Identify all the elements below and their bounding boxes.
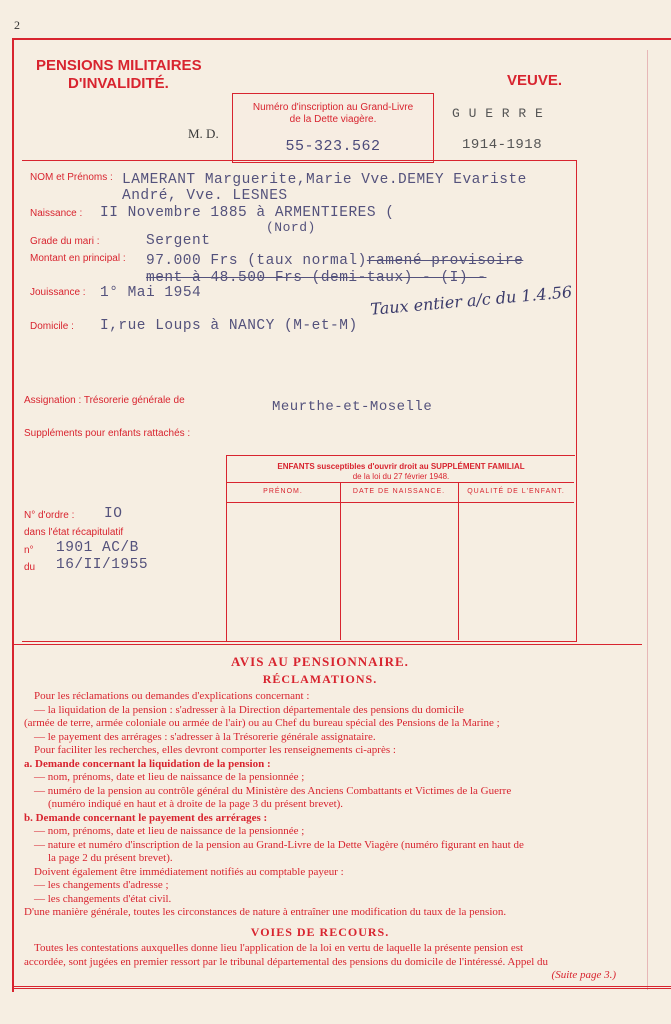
name-value-2: André, Vve. LESNES (122, 188, 288, 204)
birth-label: Naissance : (30, 208, 83, 219)
war-years: 1914-1918 (462, 137, 543, 153)
children-col-divider-2 (458, 482, 459, 640)
avis-line: la page 2 du présent brevet). (48, 852, 173, 864)
recours-line-2: accordée, sont jugées en premier ressort par le tribunal départemental des pensions du domicile de l'intéressé. Appel du (24, 955, 549, 968)
supplements-label: Suppléments pour enfants rattachés : (24, 428, 191, 439)
amount-value: 97.000 Frs (taux normal) (146, 253, 367, 269)
assignment-value: Meurthe-et-Moselle (272, 399, 433, 415)
md-label: M. D. (188, 126, 219, 141)
avis-title: AVIS AU PENSIONNAIRE. (231, 654, 409, 669)
grade-label: Grade du mari : (30, 236, 100, 247)
avis-line: b. Demande concernant le payement des arrérages : (24, 811, 268, 824)
children-table-title-1: ENFANTS susceptibles d'ouvrir droit au SUPPLÉMENT FAMILIAL (277, 462, 525, 471)
document-title (36, 57, 202, 93)
order-label: N° d'ordre : (24, 510, 75, 521)
domicile-value: I,rue Loups à NANCY (M-et-M) (100, 318, 358, 334)
avis-line: — le payement des arrérages : s'adresser à la Trésorerie générale assignataire. (34, 730, 376, 743)
avis-line: (armée de terre, armée coloniale ou armée de l'air) ou au Chef du bureau spécial des Pensions de la Marine ; (24, 717, 500, 729)
title-line-2: D'INVALIDITÉ. (68, 75, 169, 92)
order-value: IO (104, 506, 123, 522)
avis-top-rule (12, 644, 642, 645)
guerre-label: G U E R R E (452, 106, 544, 121)
n-label: n° (24, 545, 34, 556)
col-child-quality: QUALITÉ DE L'ENFANT. (467, 488, 565, 495)
avis-line: — nature et numéro d'inscription de la pension au Grand-Livre de la Dette Viagère (numéro figurant en haut de (34, 838, 524, 851)
birth-dept: (Nord) (266, 220, 316, 235)
right-faint-rule (647, 50, 648, 990)
avis-line: Pour les réclamations ou demandes d'explications concernant : (34, 690, 310, 702)
children-col-divider-1 (340, 482, 341, 640)
avis-line: Pour faciliter les recherches, elles devront comporter les renseignements ci-après : (34, 744, 396, 756)
handwritten-note: Taux entier a/c du 1.4.56 (369, 282, 573, 319)
title-line-1: PENSIONS MILITAIRES (36, 57, 202, 74)
domicile-label: Domicile : (30, 321, 74, 332)
col-birth-date: DATE DE NAISSANCE. (352, 488, 446, 495)
name-label: NOM et Prénoms : (30, 172, 113, 183)
registry-label-2: de la Dette viagère. (289, 114, 377, 125)
registry-label-1: Numéro d'inscription au Grand-Livre (252, 102, 414, 113)
col-first-name: PRÉNOM. (263, 488, 303, 495)
recours-title: VOIES DE RECOURS. (250, 924, 390, 939)
widow-label: VEUVE. (507, 72, 563, 89)
grade-value: Sergent (146, 233, 211, 249)
avis-line: — la liquidation de la pension : s'adresser à la Direction départementale des pensions du domicile (34, 703, 464, 716)
avis-line: (numéro indiqué en haut et à droite de la page 3 du présent brevet). (48, 798, 344, 810)
n-value: 1901 AC/B (56, 540, 139, 556)
reclamations-title: RÉCLAMATIONS. (262, 671, 378, 686)
amount-value-line-1 (146, 253, 523, 269)
avis-line: — numéro de la pension au contrôle général du Ministère des Anciens Combattants et Victimes de la Guerre (34, 784, 512, 797)
page-number: 2 (14, 18, 20, 32)
avis-line: — les changements d'état civil. (34, 892, 172, 905)
registry-box (232, 93, 434, 163)
suite-note: (Suite page 3.) (551, 969, 616, 981)
enjoyment-value: 1° Mai 1954 (100, 285, 202, 301)
avis-line: D'une manière générale, toutes les circonstances de nature à entraîner une modification du taux de la pension. (24, 906, 507, 918)
enjoyment-label: Jouissance : (30, 287, 86, 298)
recours-line-1: Toutes les contestations auxquelles donne lieu l'application de la loi en vertu de laquelle la présente pension est (34, 942, 524, 954)
avis-line: a. Demande concernant la liquidation de la pension : (24, 757, 271, 770)
children-table-title-2: de la loi du 27 février 1948. (352, 472, 450, 481)
bottom-double-rule (12, 986, 671, 989)
assignment-label: Assignation : Trésorerie générale de (24, 395, 185, 406)
date-label: du (24, 562, 36, 573)
date-value: 16/II/1955 (56, 557, 149, 573)
amount-label: Montant en principal : (30, 253, 126, 264)
children-table-header-rule (226, 502, 574, 503)
birth-value: II Novembre 1885 à ARMENTIERES ( (100, 205, 395, 221)
avis-line: — les changements d'adresse ; (34, 879, 169, 891)
avis-line: — nom, prénoms, date et lieu de naissance de la pensionnée ; (34, 771, 305, 783)
avis-line: — nom, prénoms, date et lieu de naissance de la pensionnée ; (34, 825, 305, 837)
amount-struck-2: ment à 48.500 Frs (demi-taux) - (I) - (146, 270, 487, 286)
registry-number: 55-323.562 (285, 138, 381, 155)
avis-line: Doivent également être immédiatement notifiés au comptable payeur : (34, 865, 344, 878)
state-label: dans l'état récapitulatif (24, 527, 124, 538)
name-value-1: LAMERANT Marguerite,Marie Vve.DEMEY Evariste (122, 172, 527, 188)
amount-struck-1: ramené provisoire (366, 253, 524, 269)
children-table-rule (226, 482, 574, 483)
avis-section (24, 655, 616, 983)
